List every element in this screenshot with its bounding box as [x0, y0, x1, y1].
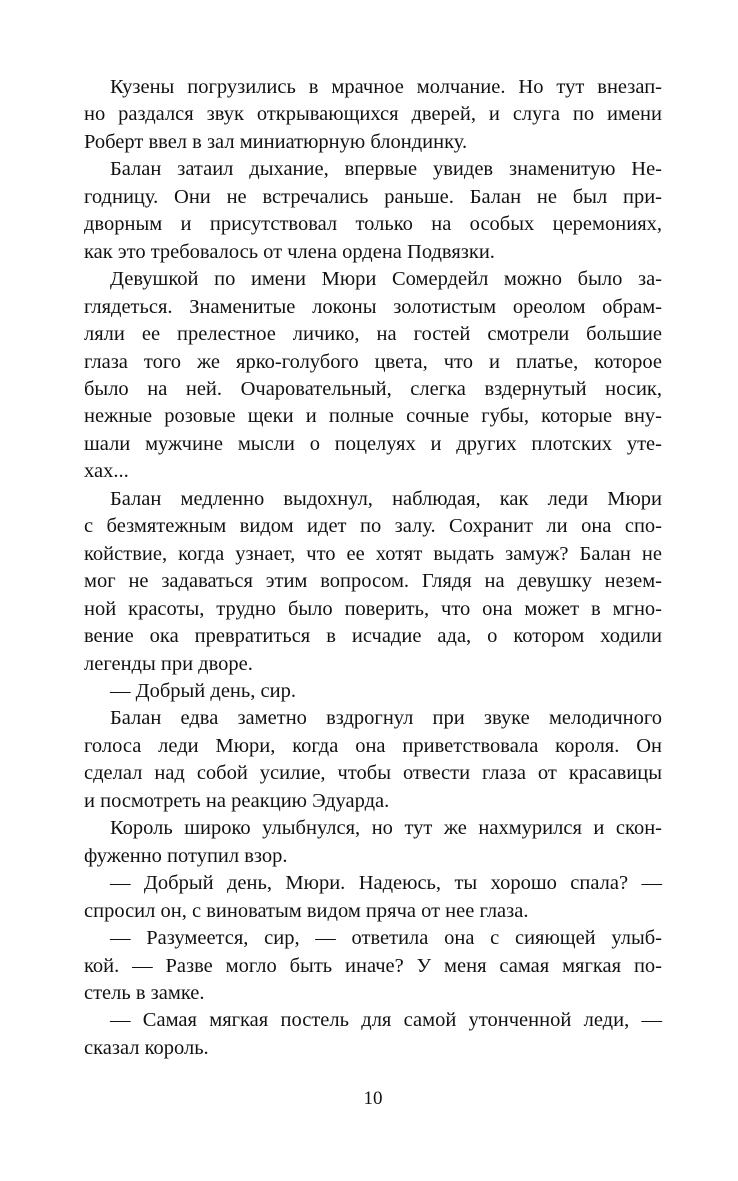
page-text — [84, 74, 662, 1062]
text-line: вение ока превратиться в исчадие ада, о котором ходили — [84, 625, 662, 648]
text-line: сделал над собой усилие, чтобы отвести глаза от красавицы — [84, 762, 662, 785]
text-line: койствие, когда узнает, что ее хотят выдать замуж? Балан не — [84, 542, 662, 565]
text-line: сказал король. — [84, 1036, 209, 1059]
text-line: спросил он, с виноватым видом пряча от нее глаза. — [84, 899, 529, 922]
text-line: как это требовалось от члена ордена Подвязки. — [84, 240, 495, 263]
text-line: — Самая мягкая постель для самой утонченной леди, — — [110, 1009, 662, 1032]
text-line: с безмятежным видом идет по залу. Сохранит ли она спо- — [84, 515, 662, 538]
text-line: шали мужчине мысли о поцелуях и других плотских уте- — [84, 432, 662, 455]
text-line: но раздался звук открывающихся дверей, и слуга по имени — [84, 103, 662, 126]
text-line: хах... — [84, 460, 129, 483]
text-line: глядеться. Знаменитые локоны золотистым ореолом обрам- — [84, 295, 662, 318]
text-line: и посмотреть на реакцию Эдуарда. — [84, 789, 390, 812]
paragraph — [84, 925, 662, 1007]
text-line: Девушкой по имени Мюри Сомердейл можно было за- — [110, 268, 662, 291]
paragraph — [84, 815, 662, 870]
text-line: — Добрый день, Мюри. Надеюсь, ты хорошо спала? — — [110, 872, 662, 895]
text-line: нежные розовые щеки и полные сочные губы, которые вну- — [84, 405, 662, 428]
paragraph — [84, 266, 662, 486]
text-line: Балан едва заметно вздрогнул при звуке мелодичного — [110, 707, 662, 730]
paragraph — [84, 74, 662, 156]
text-line: голоса леди Мюри, когда она приветствовала короля. Он — [84, 734, 662, 757]
text-line: дворным и присутствовал только на особых церемониях, — [84, 213, 662, 236]
text-line: мог не задаваться этим вопросом. Глядя на девушку незем- — [84, 570, 662, 593]
text-line: было на ней. Очаровательный, слегка вздернутый носик, — [84, 377, 662, 400]
text-line: — Разумеется, сир, — ответила она с сияющей улыб- — [110, 927, 662, 950]
text-line: Роберт ввел в зал миниатюрную блондинку. — [84, 130, 468, 153]
text-line: стель в замке. — [84, 981, 205, 1004]
paragraph — [84, 705, 662, 815]
text-line: фуженно потупил взор. — [84, 844, 288, 867]
paragraph — [84, 1007, 662, 1062]
text-line: Балан затаил дыхание, впервые увидев знаменитую Не- — [110, 158, 662, 181]
paragraph — [84, 486, 662, 678]
text-line: годницу. Они не встречались раньше. Балан не был при- — [84, 185, 662, 208]
text-line: кой. — Разве могло быть иначе? У меня самая мягкая по- — [84, 954, 662, 977]
text-line: глаза того же ярко-голубого цвета, что и платье, которое — [84, 350, 662, 373]
text-line: ной красоты, трудно было поверить, что она может в мгно- — [84, 597, 662, 620]
text-line: — Добрый день, сир. — [110, 679, 296, 702]
text-line: ляли ее прелестное личико, на гостей смотрели большие — [84, 323, 662, 346]
text-line: Король широко улыбнулся, но тут же нахмурился и скон- — [110, 817, 662, 840]
text-line: Кузены погрузились в мрачное молчание. Но тут внезап- — [110, 76, 662, 98]
paragraph — [84, 156, 662, 266]
page-number: 10 — [363, 1088, 383, 1109]
paragraph — [84, 678, 662, 705]
paragraph — [84, 870, 662, 925]
text-line: Балан медленно выдохнул, наблюдая, как леди Мюри — [110, 487, 662, 510]
text-line: легенды при дворе. — [84, 652, 253, 675]
